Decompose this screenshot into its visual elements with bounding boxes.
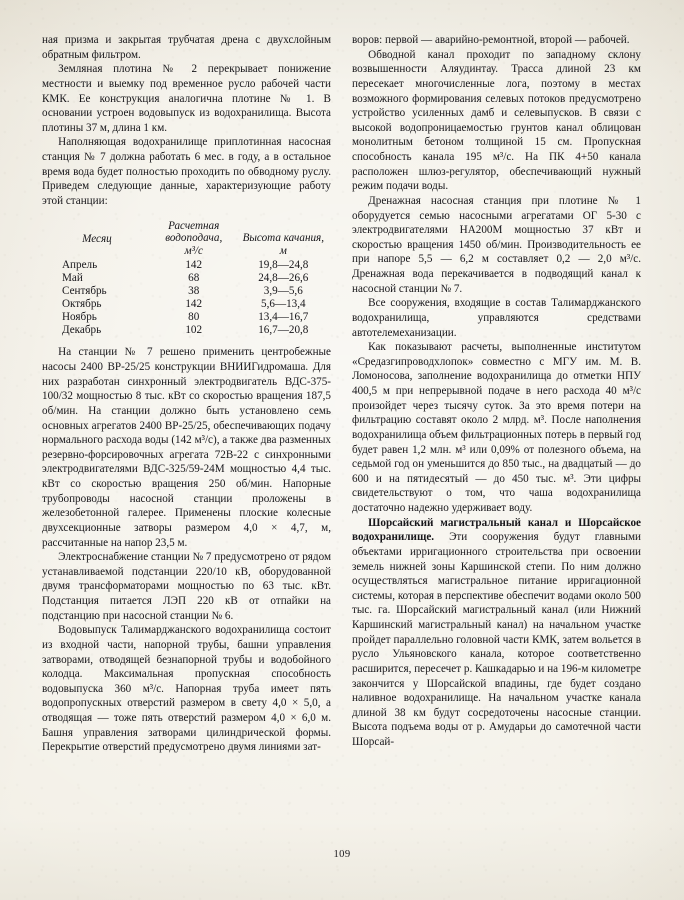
table-row bbox=[42, 324, 331, 337]
paragraph-drainage-pump-station: Дренажная насосная станция при плотине № 1 оборудуется семью насосными агрегатами ОГ 5-30 с электродвигателями НА200М мощностью 37 кВт и скоростью вращения 1450 об/мин. Производительность ее при напоре 5,5 — 6,2 м составляет 0,2 — 2,0 м³/с. Дренажная вода перекачивается в подводящий канал к насосной станции № 7. bbox=[352, 194, 641, 295]
paragraph-shorsay-canal bbox=[352, 516, 641, 750]
paragraph-water-outlet: Водовыпуск Талимарджанского водохранилища состоит из входной части, напорной трубы, башни управления затворами, отводящей безнапорной трубы и водобойного колодца. Максимальная пропускная способность водовыпуска 360 м³/с. Напорная труба имеет пять водопропускных отверстий размером в свету 4,0 × 5,0, а отводящая — тоже пять отверстий размером 4,0 × 6,0 м. Башня управления затворами цилиндрической формы. Перекрытие отверстий предусмотрено двумя линиями зат- bbox=[42, 624, 331, 754]
cell-water-supply: 68 bbox=[188, 271, 200, 284]
two-column-text-body bbox=[42, 33, 642, 755]
paragraph-pump-station-no7: Наполняющая водохранилище приплотинная насосная станция № 7 должна работать 6 мес. в году, а в остальное время вода будет полностью проходить по обводному руслу. Приведем следующие данные, характеризующие работу этой станции: bbox=[42, 136, 331, 207]
paragraph-earth-dam-no2: Земляная плотина № 2 перекрывает понижение местности и выемку под временное русло рабочей части КМК. Ее конструкция аналогична плотине № 1. В основании устроен водовыпуск из водохранилища. Высота плотины 37 м, длина 1 км. bbox=[42, 63, 331, 134]
column-header-pumping-height-label: Высота качания, bbox=[242, 232, 325, 244]
paragraph-power-supply: Электроснабжение станции № 7 предусмотрено от рядом устанавливаемой подстанции 220/10 кВ, оборудованной двумя трансформаторами мощностью по 63 тыс. кВт. Подстанция питается ЛЭП 220 кВ от отпайки на подстанцию при насосной станции № 6. bbox=[42, 551, 331, 622]
cell-month: Декабрь bbox=[62, 323, 102, 336]
paragraph-filtration-calculations: Как показывают расчеты, выполненные институтом «Средазгипроводхлопок» совместно с МГУ им. М. В. Ломоносова, заполнение водохранилища до отметки НПУ 400,5 м при непрерывной подаче в него расхода 40 м³/с произойдет через тысячу суток. За это время потери на фильтрацию составят около 2 млрд. м³. После наполнения водохранилища объем фильтрационных потерь в первый год будет равен 1,2 млн. м³ или 0,09% от полезного объема, на седьмой год он уменьшится до 850 тыс., на двадцатый — до 600 и на пятидесятый — до 450 тыс. м³. Эти цифры свидетельствуют о том, что чаша водохранилища достаточно надежно удерживает воду. bbox=[352, 341, 641, 514]
paragraph-centrifugal-pumps: На станции № 7 решено применить центробежные насосы 2400 ВР-25/25 конструкции ВНИИГидромаша. Для них разработан синхронный электродвигатель ВДС-375-100/32 мощностью 8 тыс. кВт со скоростью вращения 187,5 об/мин. На станции должно быть установлено семь основных агрегатов 2400 ВР-25/25, обеспечивающих подачу нормального расхода воды (142 м³/с), а также два разменных резервно-форсировочных агрегата 72В-22 с синхронными электродвигателями ВДС-325/59-24М мощностью 4,4 тыс. кВт со скоростью вращения 250 об/мин. Напорные трубопроводы насосной станции проложены в железобетонной галерее. Применены плоские колесные двухсекционные затворы размером 4,0 × 4,7, м, рассчитанные на напор 23,5 м. bbox=[42, 346, 331, 549]
cell-month: Ноябрь bbox=[62, 310, 97, 323]
page-number: 109 bbox=[333, 849, 351, 860]
right-text-column bbox=[352, 33, 641, 755]
shorsay-section-lead: Шорсайский магистральный канал и Шорсайское водохранилище. bbox=[352, 516, 641, 544]
cell-pumping-height: 3,9—5,6 bbox=[263, 284, 303, 297]
cell-water-supply: 80 bbox=[188, 310, 200, 323]
cell-water-supply: 38 bbox=[188, 284, 200, 297]
left-text-column bbox=[42, 33, 331, 755]
paragraph-bypass-canal: Обводной канал проходит по западному склону возвышенности Аляудинтау. Трасса длиной 23 км пересекает многочисленные лога, поэтому в местах возможного формирования селевых потоков предусмотрено устройство усиленных дамб и селевыпусков. В связи с высокой водопроницаемостью грунтов канал облицован монолитным бетоном толщиной 15 см. Пропускная способность канала 195 м³/с. На ПК 4+50 канала расположен шлюз-регулятор, обеспечивающий нужный режим подачи воды. bbox=[352, 48, 641, 193]
cell-month: Май bbox=[62, 271, 83, 284]
cell-month: Октябрь bbox=[62, 297, 102, 310]
shorsay-section-body: Эти сооружения будут главными объектами ирригационного строительства при освоении земель нижней зоны Каршинской степи. По ним должно осуществляться магистральное питание ирригационной системы, которая в перспективе обеспечит водами около 500 тыс. га. Шорсайский магистральный канал (или Нижний Каршинский магистральный канал) на начальном участке пройдет параллельно головной части КМК, затем вольется в русло Ульяновского канала, которое соответственно расширится, пересечет р. Кашкадарью и на 196-м километре закончится у Шорсайской впадины, где будет создано наливное водохранилище. На начальном участке канала длиной 38 км будут сосредоточены насосные станции. Высота подъема воды от р. Амударьи до самотечной части Шорсай- bbox=[352, 531, 641, 748]
pump-station-schedule-table bbox=[42, 220, 331, 337]
cell-month: Апрель bbox=[62, 259, 98, 271]
column-header-water-supply bbox=[152, 220, 236, 260]
cell-water-supply: 142 bbox=[185, 259, 203, 271]
cell-month: Сентябрь bbox=[62, 284, 107, 297]
table-row bbox=[42, 298, 331, 311]
table-row bbox=[42, 272, 331, 285]
table-row bbox=[42, 285, 331, 298]
paragraph-automation: Все сооружения, входящие в состав Талимарджанского водохранилища, управляются средствами автотелемеханизации. bbox=[352, 297, 641, 339]
cell-water-supply: 142 bbox=[185, 297, 203, 310]
cell-pumping-height: 13,4—16,7 bbox=[258, 310, 309, 323]
cell-pumping-height: 19,8—24,8 bbox=[258, 259, 309, 271]
column-header-month: Месяц bbox=[82, 232, 112, 245]
cell-pumping-height: 16,7—20,8 bbox=[258, 323, 309, 336]
column-header-pumping-height-unit: м bbox=[279, 244, 287, 257]
column-header-pumping-height bbox=[236, 220, 331, 260]
paragraph-filter-prism: ная призма и закрытая трубчатая дрена с двухслойным обратным фильтром. bbox=[42, 34, 331, 61]
column-header-water-supply-unit: м³/с bbox=[184, 244, 203, 257]
column-header-water-supply-label: Расчетная водоподача, bbox=[165, 219, 223, 244]
cell-pumping-height: 24,8—26,6 bbox=[258, 271, 309, 284]
cell-pumping-height: 5,6—13,4 bbox=[261, 297, 306, 310]
table-row bbox=[42, 259, 331, 272]
table-body bbox=[42, 259, 331, 336]
table-header-row bbox=[42, 220, 331, 260]
cell-water-supply: 102 bbox=[185, 323, 203, 336]
paragraph-gate-lines-continuation: воров: первой — аварийно-ремонтной, второй — рабочей. bbox=[352, 34, 630, 46]
table-row bbox=[42, 311, 331, 324]
